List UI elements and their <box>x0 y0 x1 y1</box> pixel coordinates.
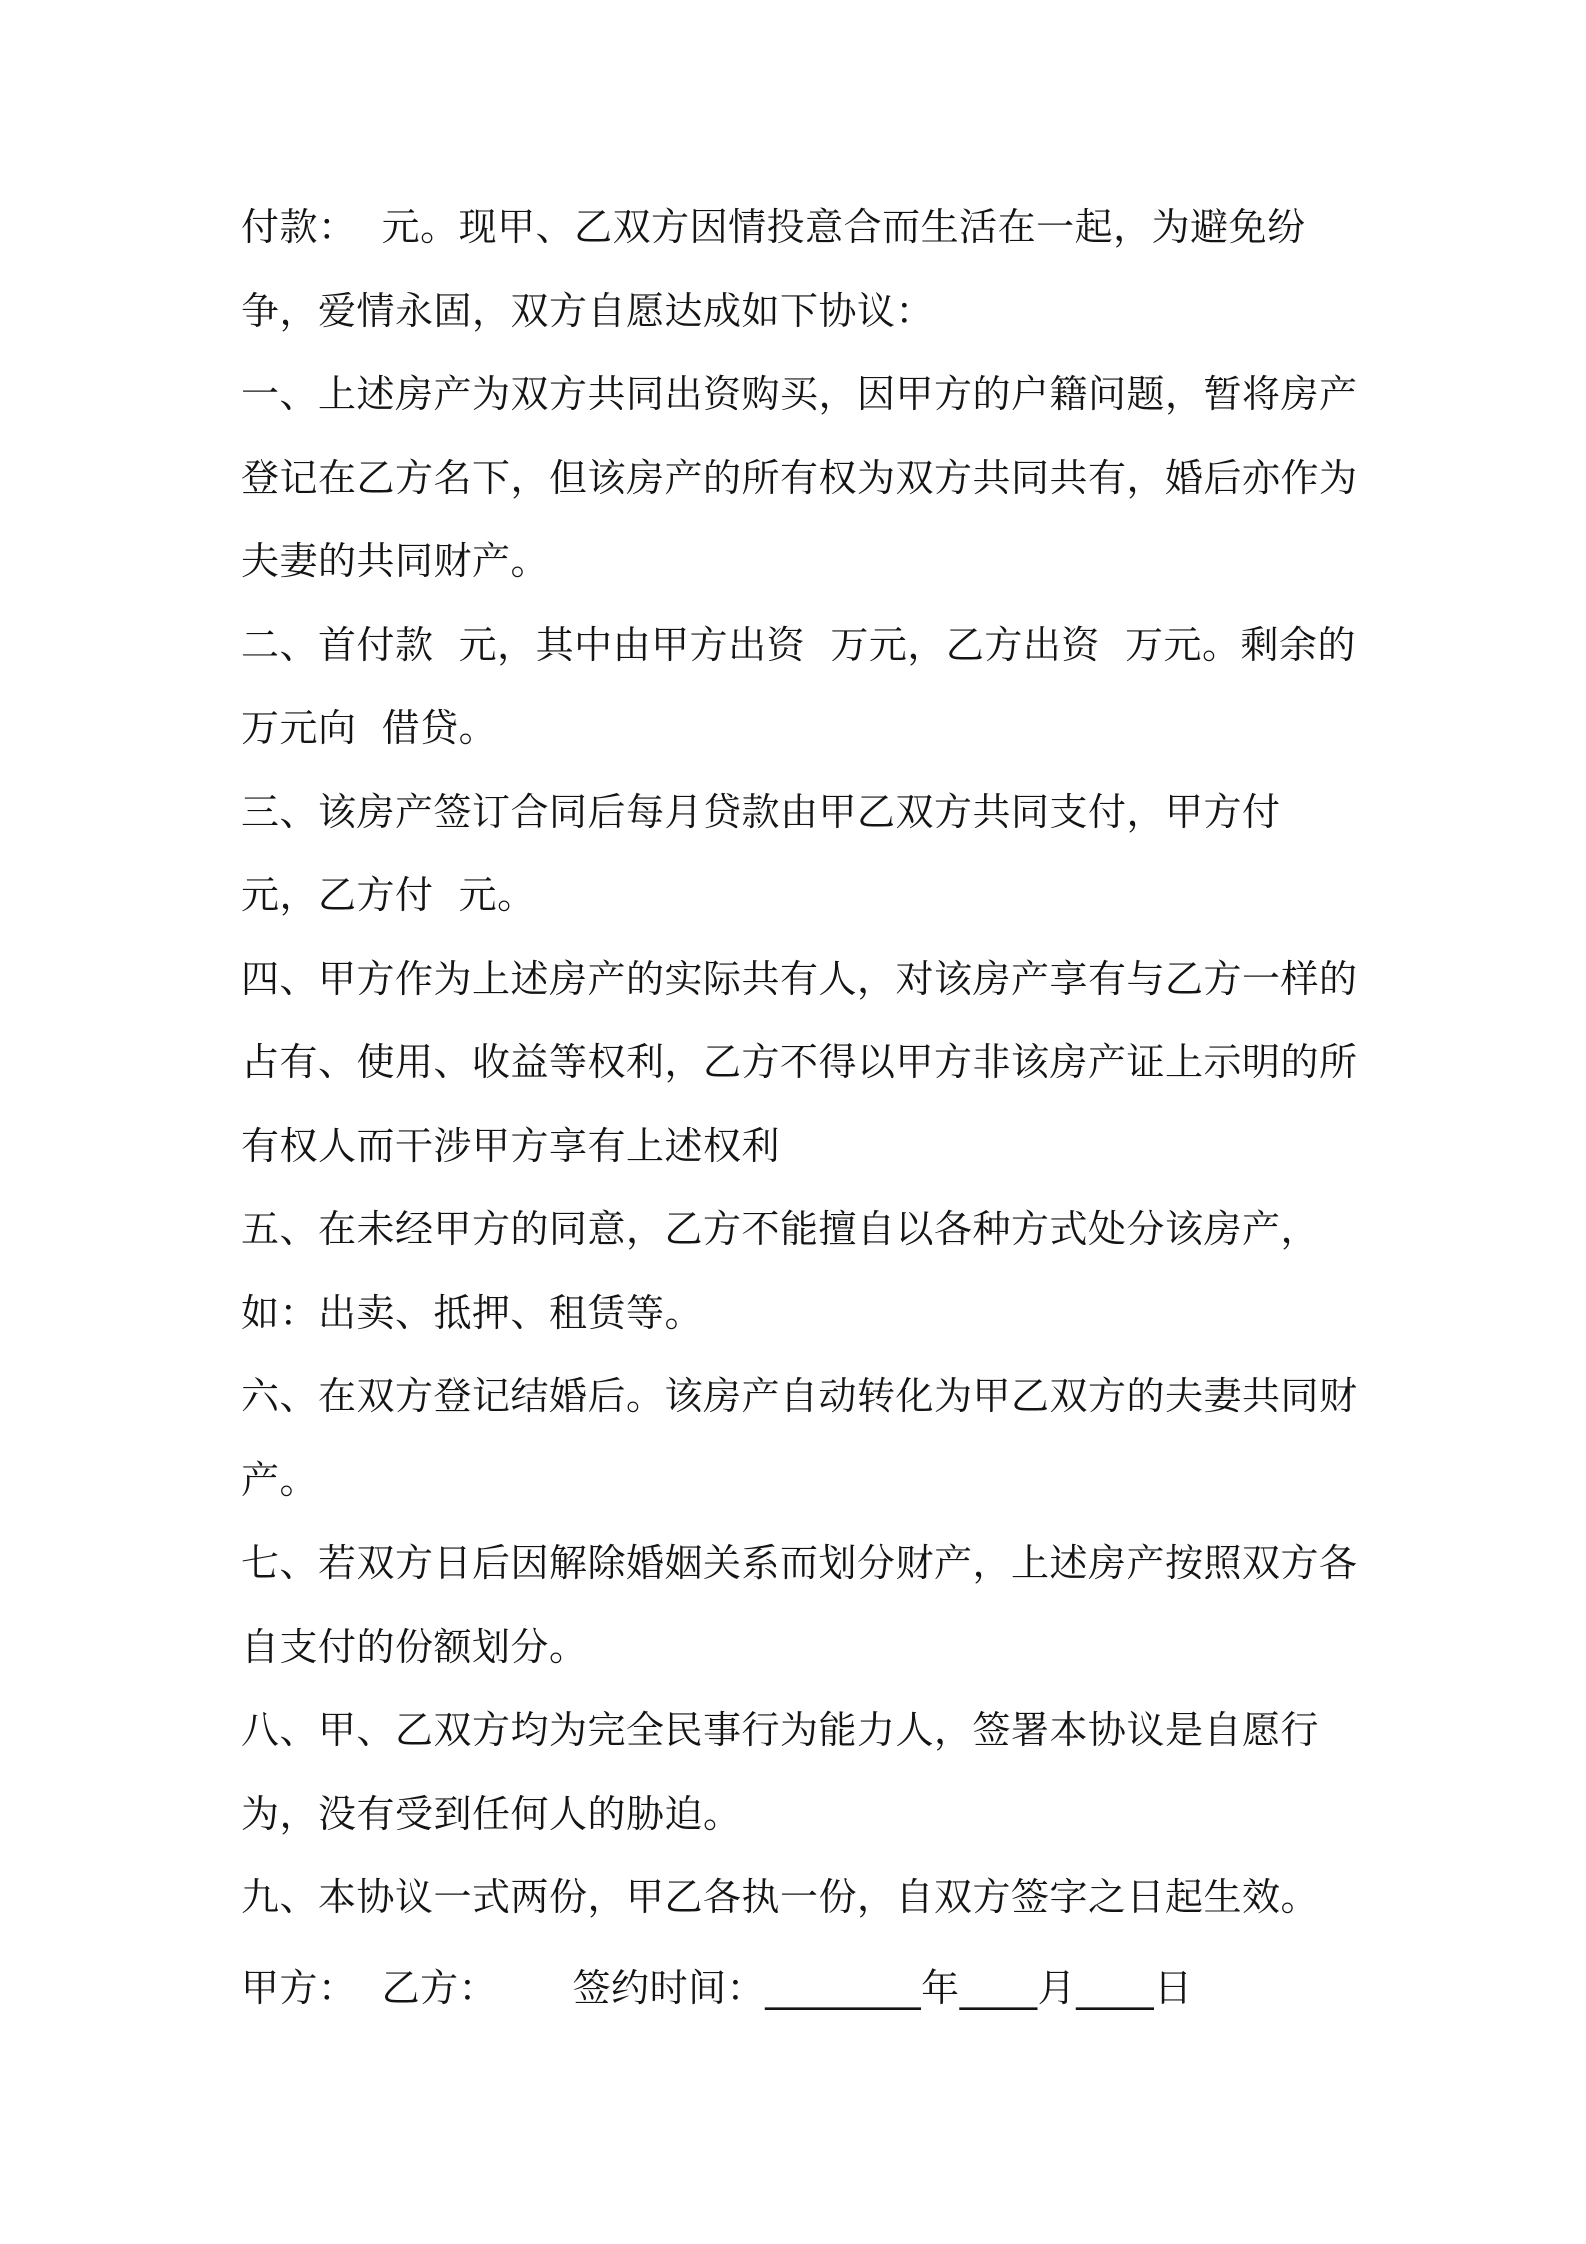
paragraph-intro: 付款： 元。现甲、乙双方因情投意合而生活在一起，为避免纷争，爱情永固，双方自愿达成如下协议： <box>241 205 1306 333</box>
signature-line: 甲方： 乙方： 签约时间：________年____月____日 <box>241 1966 1193 2010</box>
clause-8: 八、甲、乙双方均为完全民事行为能力人，签署本协议是自愿行为，没有受到任何人的胁迫。 <box>241 1708 1320 1836</box>
clause-6: 六、在双方登记结婚后。该房产自动转化为甲乙双方的夫妻共同财产。 <box>241 1374 1358 1502</box>
clause-9: 九、本协议一式两份，甲乙各执一份，自双方签字之日起生效。 <box>241 1875 1320 1919</box>
clause-2: 二、首付款 元，其中由甲方出资 万元，乙方出资 万元。剩余的 万元向 借贷。 <box>241 622 1382 750</box>
clause-1: 一、上述房产为双方共同出资购买，因甲方的户籍问题，暂将房产登记在乙方名下，但该房产的所有权为双方共同共有，婚后亦作为夫妻的共同财产。 <box>241 372 1358 583</box>
clause-5: 五、在未经甲方的同意，乙方不能擅自以各种方式处分该房产，如：出卖、抵押、租赁等。 <box>241 1207 1320 1335</box>
agreement-body <box>241 186 1382 1940</box>
clause-4: 四、甲方作为上述房产的实际共有人，对该房产享有与乙方一样的占有、使用、收益等权利，乙方不得以甲方非该房产证上示明的所有权人而干涉甲方享有上述权利 <box>241 956 1358 1168</box>
clause-7: 七、若双方日后因解除婚姻关系而划分财产，上述房产按照双方各自支付的份额划分。 <box>241 1541 1358 1669</box>
clause-3: 三、该房产签订合同后每月贷款由甲乙双方共同支付，甲方付 元，乙方付 元。 <box>241 789 1306 917</box>
